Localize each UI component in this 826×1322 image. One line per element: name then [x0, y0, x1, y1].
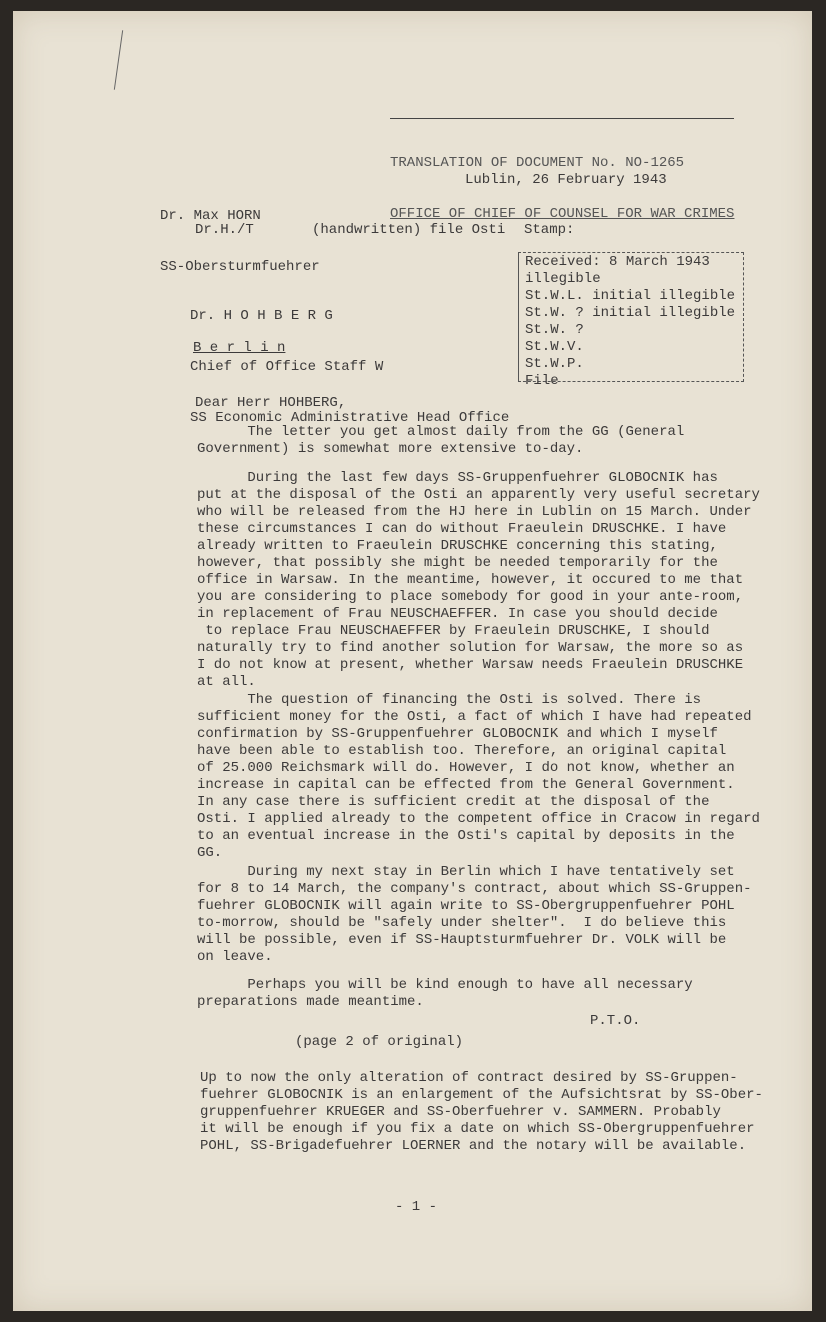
text-line: fuehrer GLOBOCNIK will again write to SS-Obergruppenfuehrer POHL [197, 898, 735, 914]
text-line: St.W.L. initial illegible [525, 288, 736, 304]
text-line: at all. [197, 674, 256, 690]
text-line: Received: 8 March 1943 [525, 254, 710, 270]
header-line: TRANSLATION OF DOCUMENT No. NO-1265 [390, 155, 685, 171]
page-note: (page 2 of original) [295, 1034, 464, 1050]
text-line: The letter you get almost daily from the GG (General [197, 424, 685, 440]
text-line: it will be enough if you fix a date on which SS-Obergruppenfuehrer [200, 1121, 755, 1137]
text-line: for 8 to 14 March, the company's contract, about which SS-Gruppen- [197, 881, 752, 897]
recipient-block [190, 274, 509, 444]
recipient-name: Dr. H O H B E R G [190, 308, 333, 324]
text-line: in replacement of Frau NEUSCHAEFFER. In case you should decide [197, 606, 718, 622]
text-line: During my next stay in Berlin which I have tentatively set [197, 864, 735, 880]
text-line: St.W.P. [525, 356, 584, 372]
text-line: preparations made meantime. [197, 994, 424, 1010]
text-line: naturally try to find another solution for Warsaw, the more so as [197, 640, 744, 656]
text-line: Osti. I applied already to the competent office in Cracow in regard [197, 811, 760, 827]
final-paragraph [200, 1070, 763, 1155]
sender-rank: SS-Obersturmfuehrer [160, 259, 320, 275]
text-line: Perhaps you will be kind enough to have all necessary [197, 977, 693, 993]
text-line: will be possible, even if SS-Hauptsturmfuehrer Dr. VOLK will be [197, 932, 727, 948]
stamp-label: Stamp: [524, 222, 575, 238]
paragraph [197, 977, 693, 1011]
text-line: sufficient money for the Osti, a fact of which I have had repeated [197, 709, 752, 725]
paragraph [197, 470, 760, 691]
text-line: to-morrow, should be "safely under shelter". I do believe this [197, 915, 727, 931]
reference-note: (handwritten) file Osti [312, 222, 506, 238]
text-line: already written to Fraeulein DRUSCHKE concerning this stating, [197, 538, 718, 554]
text-line: POHL, SS-Brigadefuehrer LOERNER and the notary will be available. [200, 1138, 747, 1154]
text-line: GG. [197, 845, 223, 861]
text-line: you are considering to place somebody for good in your ante-room, [197, 589, 744, 605]
text-line: During the last few days SS-Gruppenfuehrer GLOBOCNIK has [197, 470, 718, 486]
recipient-title: Chief of Office Staff W [190, 359, 384, 375]
paragraph [197, 424, 684, 458]
text-line: confirmation by SS-Gruppenfuehrer GLOBOCNIK and which I myself [197, 726, 718, 742]
text-line: of 25.000 Reichsmark will do. However, I do not know, whether an [197, 760, 735, 776]
text-line: office in Warsaw. In the meantime, however, it occured to me that [197, 572, 744, 588]
sender-name: Dr. Max HORN [160, 208, 261, 224]
text-line: put at the disposal of the Osti an apparently very useful secretary [197, 487, 760, 503]
recipient-city: B e r l i n [193, 340, 286, 356]
text-line: In any case there is sufficient credit at the disposal of the [197, 794, 710, 810]
text-line: on leave. [197, 949, 273, 965]
paragraph [197, 864, 752, 966]
text-line: St.W. ? [525, 322, 584, 338]
text-line: increase in capital can be effected from the General Government. [197, 777, 735, 793]
salutation: Dear Herr HOHBERG, [195, 395, 347, 411]
text-line: St.W. ? initial illegible [525, 305, 736, 321]
text-line: these circumstances I can do without Fraeulein DRUSCHKE. I have [197, 521, 727, 537]
text-line: illegible [525, 271, 601, 287]
text-line: St.W.V. [525, 339, 584, 355]
text-line: Up to now the only alteration of contract desired by SS-Gruppen- [200, 1070, 738, 1086]
text-line: have been able to establish too. Therefore, an original capital [197, 743, 727, 759]
reference-initials: Dr.H./T [195, 222, 254, 238]
recipient-office: SS Economic Administrative Head Office [190, 410, 510, 426]
text-line: gruppenfuehrer KRUEGER and SS-Oberfuehrer v. SAMMERN. Probably [200, 1104, 721, 1120]
header-line: OFFICE OF CHIEF OF COUNSEL FOR WAR CRIMES [390, 206, 735, 222]
text-line: fuehrer GLOBOCNIK is an enlargement of the Aufsichtsrat by SS-Ober- [200, 1087, 763, 1103]
text-line: who will be released from the HJ here in Lublin on 15 March. Under [197, 504, 752, 520]
text-line: however, that possibly she might be needed temporarily for the [197, 555, 718, 571]
text-line: to an eventual increase in the Osti's capital by deposits in the [197, 828, 735, 844]
pto-note: P.T.O. [590, 1013, 641, 1029]
text-line: The question of financing the Osti is solved. There is [197, 692, 702, 708]
place-date: Lublin, 26 February 1943 [465, 172, 667, 188]
page-number: - 1 - [395, 1199, 438, 1215]
received-stamp [518, 252, 744, 389]
paragraph [197, 692, 760, 862]
text-line: to replace Frau NEUSCHAEFFER by Fraeulein DRUSCHKE, I should [197, 623, 710, 639]
text-line: File [525, 373, 559, 389]
text-line: I do not know at present, whether Warsaw needs Fraeulein DRUSCHKE [197, 657, 744, 673]
text-line: Government) is somewhat more extensive to-day. [197, 441, 584, 457]
